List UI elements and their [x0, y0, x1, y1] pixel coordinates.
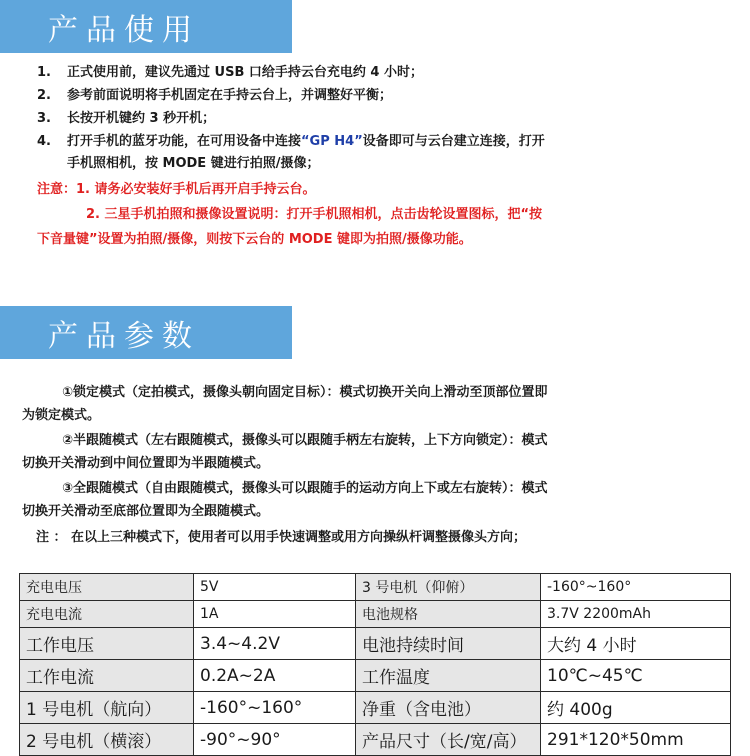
- spec-value: 3.7V 2200mAh: [541, 601, 731, 628]
- usage-step-3: 3. 长按开机键约 3 秒开机；: [37, 111, 216, 126]
- note-line-2: 2. 三星手机拍照和摄像设置说明：打开手机照相机，点击齿轮设置图标，把“按: [86, 207, 543, 222]
- spec-value: 3.4~4.2V: [194, 628, 356, 660]
- table-row: [20, 724, 731, 756]
- note-line-3: 下音量键”设置为拍照/摄像，则按下云台的 MODE 键即为拍照/摄像功能。: [37, 232, 472, 247]
- spec-label: 电池规格: [356, 601, 541, 628]
- section-banner-usage: [0, 0, 292, 53]
- spec-value: -160°~160°: [194, 692, 356, 724]
- spec-value: -90°~90°: [194, 724, 356, 756]
- spec-value: 10℃~45℃: [541, 660, 731, 692]
- spec-label: 净重（含电池）: [356, 692, 541, 724]
- spec-label: 工作电压: [20, 628, 194, 660]
- mode-lock-line-1: ①锁定模式（定拍模式，摄像头朝向固定目标）：模式切换开关向上滑动至顶部位置即: [62, 385, 548, 400]
- note-line-1: 注意：1. 请务必安装好手机后再开启手持云台。: [37, 182, 316, 197]
- spec-value: 291*120*50mm: [541, 724, 731, 756]
- spec-label: 充电电压: [20, 574, 194, 601]
- mode-remark: 注 ： 在以上三种模式下，使用者可以用手快速调整或用方向操纵杆调整摄像头方向；: [36, 530, 527, 545]
- table-row: [20, 692, 731, 724]
- table-row: [20, 574, 731, 601]
- spec-label: 2 号电机（横滚）: [20, 724, 194, 756]
- spec-label: 1 号电机（航向）: [20, 692, 194, 724]
- mode-lock-line-2: 为锁定模式。: [22, 408, 101, 423]
- usage-step-2: 2. 参考前面说明将手机固定在手持云台上，并调整好平衡；: [37, 88, 393, 103]
- mode-half-line-2: 切换开关滑动到中间位置即为半跟随模式。: [22, 456, 270, 471]
- mode-full-line-1: ③全跟随模式（自由跟随模式，摄像头可以跟随手的运动方向上下或左右旋转）：模式: [62, 481, 548, 496]
- spec-value: -160°~160°: [541, 574, 731, 601]
- section-title-params: 产品参数: [48, 318, 200, 354]
- spec-label: 工作电流: [20, 660, 194, 692]
- spec-label: 3 号电机（仰俯）: [356, 574, 541, 601]
- spec-value: 1A: [194, 601, 356, 628]
- spec-label: 充电电流: [20, 601, 194, 628]
- mode-half-line-1: ②半跟随模式（左右跟随模式，摄像头可以跟随手柄左右旋转，上下方向锁定）：模式: [62, 433, 548, 448]
- note-prefix: 注意：: [37, 182, 77, 197]
- table-row: [20, 660, 731, 692]
- table-row: [20, 628, 731, 660]
- device-name-highlight: “GP H4”: [301, 134, 363, 149]
- usage-step-4: 4. 打开手机的蓝牙功能，在可用设备中连接“GP H4”设备即可与云台建立连接，打开 手机照相机，按 MODE 键进行拍照/摄像；: [37, 134, 545, 171]
- section-title-usage: 产品使用: [48, 12, 200, 48]
- table-row: [20, 601, 731, 628]
- spec-label: 产品尺寸（长/宽/高）: [356, 724, 541, 756]
- spec-value: 5V: [194, 574, 356, 601]
- spec-value: 约 400g: [541, 692, 731, 724]
- usage-step-1: 1. 正式使用前，建议先通过 USB 口给手持云台充电约 4 小时；: [37, 65, 423, 80]
- specs-table: [19, 573, 731, 756]
- spec-value: 0.2A~2A: [194, 660, 356, 692]
- spec-label: 电池持续时间: [356, 628, 541, 660]
- section-banner-params: [0, 306, 292, 359]
- mode-full-line-2: 切换开关滑动至底部位置即为全跟随模式。: [22, 504, 270, 519]
- spec-value: 大约 4 小时: [541, 628, 731, 660]
- spec-label: 工作温度: [356, 660, 541, 692]
